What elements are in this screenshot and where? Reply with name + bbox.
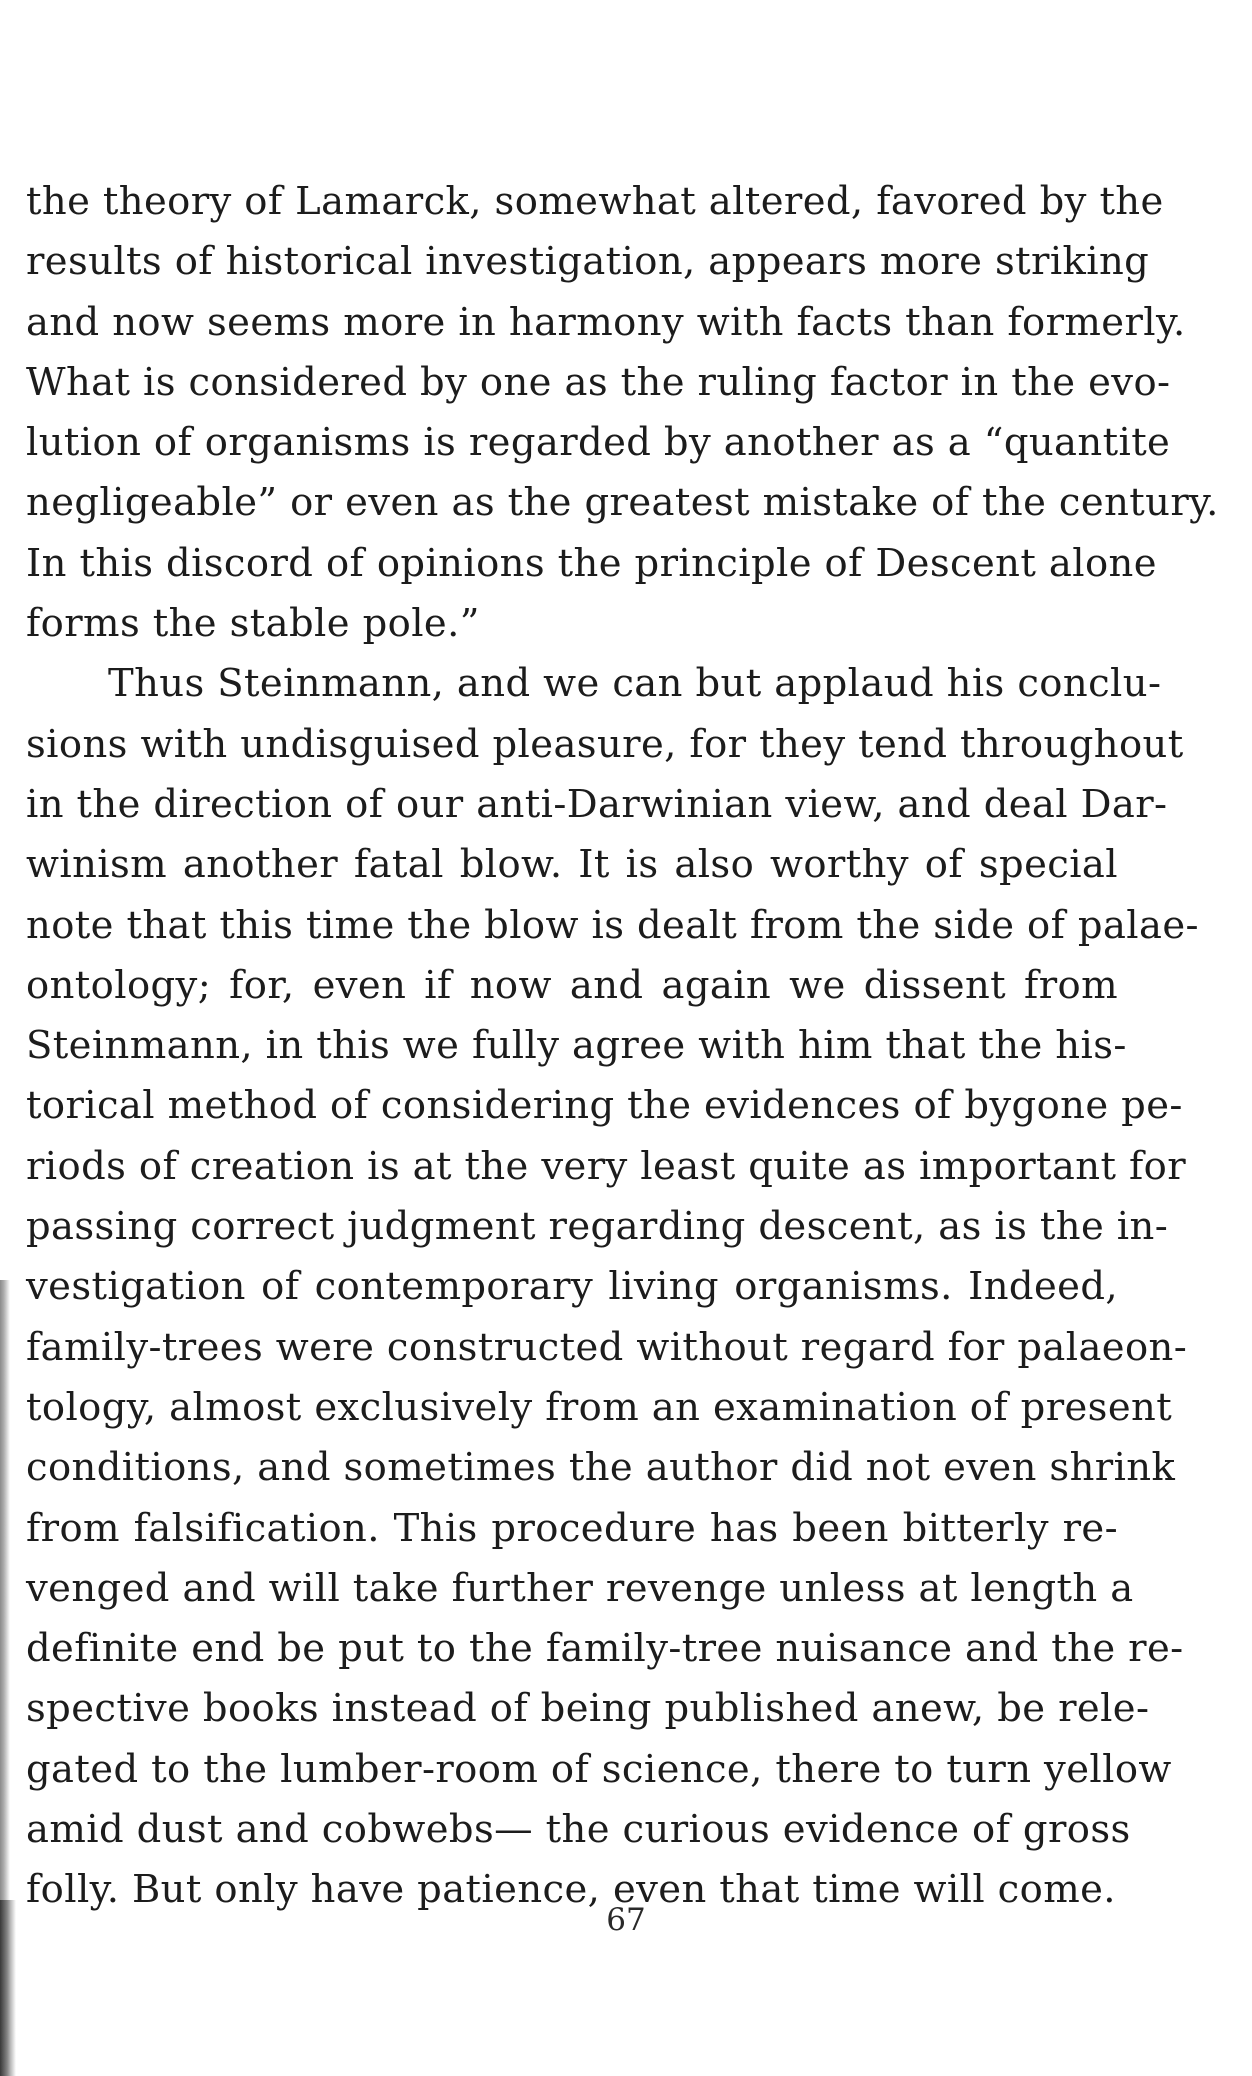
text-line: negligeable” or even as the greatest mistake of the century. (26, 480, 1219, 526)
text-line: lution of organisms is regarded by another as a “quantite (26, 420, 1171, 466)
text-line: folly. But only have patience, even that time will come. (26, 1867, 1116, 1913)
body-text (26, 172, 1219, 1921)
text-line: amid dust and cobwebs— the curious evidence of gross (26, 1807, 1131, 1853)
text-line: tology, almost exclusively from an examination of present (26, 1384, 1173, 1430)
text-line: winism another fatal blow. It is also worthy of special (26, 842, 1118, 888)
text-line: torical method of considering the evidences of bygone pe- (26, 1083, 1183, 1129)
paragraph-start-line: Thus Steinmann, and we can but applaud his conclu- (108, 661, 1162, 707)
text-line: spective books instead of being published anew, be rele- (26, 1686, 1150, 1732)
text-line: passing correct judgment regarding descent, as is the in- (26, 1204, 1169, 1250)
text-line: vestigation of contemporary living organisms. Indeed, (26, 1264, 1118, 1310)
text-line: the theory of Lamarck, somewhat altered, favored by the (26, 179, 1164, 224)
text-line: forms the stable pole.” (26, 601, 480, 647)
text-line: note that this time the blow is dealt from the side of palae- (26, 902, 1199, 948)
text-line: venged and will take further revenge unless at length a (26, 1565, 1134, 1611)
page-number: 67 (606, 1902, 646, 1938)
text-line: In this discord of opinions the principle of Descent alone (26, 540, 1157, 586)
text-line: gated to the lumber-room of science, there to turn yellow (26, 1746, 1172, 1792)
text-line: ontology; for, even if now and again we dissent from (26, 962, 1118, 1008)
text-line: from falsification. This procedure has been bitterly re- (26, 1505, 1118, 1551)
text-line: family-trees were constructed without regard for palaeon- (26, 1324, 1188, 1370)
text-line: conditions, and sometimes the author did not even shrink (26, 1445, 1176, 1491)
text-line: results of historical investigation, appears more striking (26, 239, 1150, 285)
text-line: and now seems more in harmony with facts than formerly. (26, 299, 1186, 345)
text-line: in the direction of our anti-Darwinian view, and deal Dar- (26, 781, 1168, 827)
text-line: definite end be put to the family-tree nuisance and the re- (26, 1626, 1184, 1672)
text-line: sions with undisguised pleasure, for they tend throughout (26, 721, 1184, 767)
text-line: What is considered by one as the ruling factor in the evo- (26, 359, 1171, 405)
text-line: Steinmann, in this we fully agree with him that the his- (26, 1023, 1127, 1069)
text-line: riods of creation is at the very least quite as important for (26, 1143, 1187, 1189)
